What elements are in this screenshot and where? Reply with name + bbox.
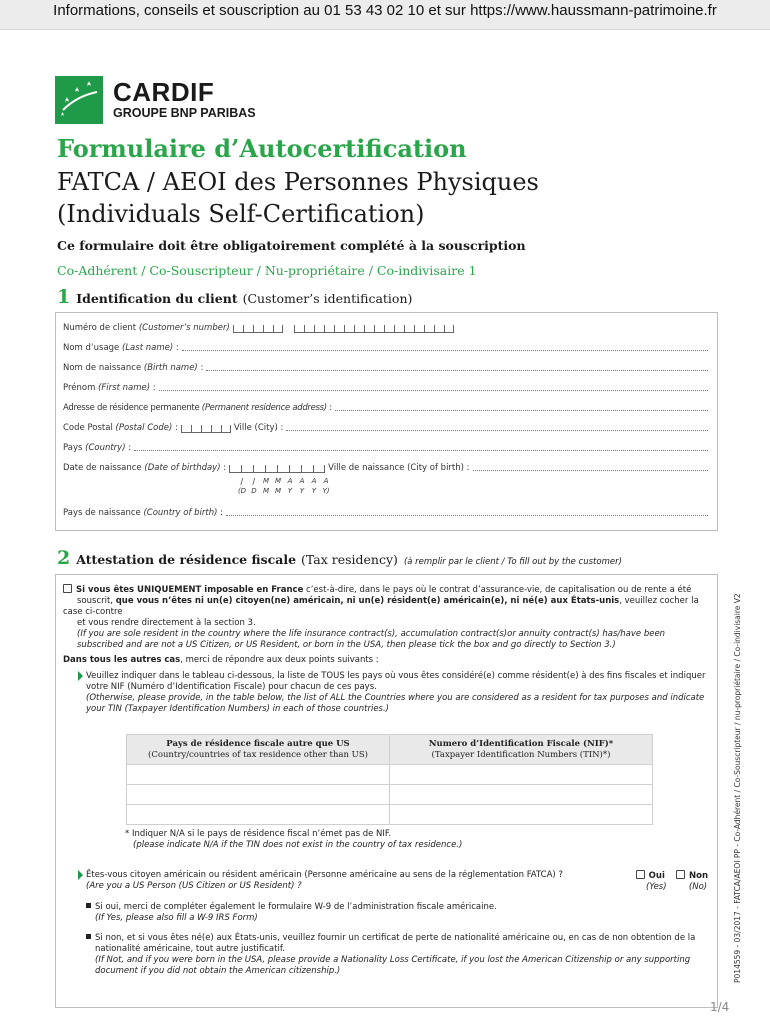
square-bullet-icon: [86, 934, 91, 939]
arrow-bullet-icon: [78, 870, 83, 880]
section-1-subtitle: (Customer’s identification): [242, 291, 413, 306]
cardif-logo: [55, 76, 256, 124]
top-banner: Informations, conseils et souscription au 01 53 43 02 10 et sur https://www.haussmann-patrimoine.fr: [0, 0, 770, 30]
country-cell[interactable]: [127, 765, 390, 785]
birth-country-field[interactable]: [226, 515, 708, 516]
tax-residence-table: [126, 734, 653, 825]
section-2-number: 2: [57, 547, 71, 569]
yes-checkbox[interactable]: [636, 870, 645, 879]
tax-countries-paragraph: Veuillez indiquer dans le tableau ci-dessous, la liste de TOUS les pays où vous êtes considéré(e) comme résident(e) à des fins fiscales et indiquer votre NIF (Numéro d’Identification Fiscale) pour chacun de ces pays. (Otherwise, please provide, in the table below, the list of ALL the Countries where you are considered as a resident for tax purposes and indicate your TIN (Taxpayer Identification Numbers) in each of those countries.): [86, 671, 706, 714]
section-2-header: [57, 547, 622, 569]
section-1-title: Identification du client: [76, 291, 238, 306]
tin-cell[interactable]: [390, 785, 653, 805]
arrow-bullet-icon: [78, 671, 83, 681]
client-number-field-a[interactable]: [233, 325, 283, 333]
yes-option[interactable]: Oui (Yes): [634, 870, 667, 893]
country-cell[interactable]: [127, 805, 390, 825]
last-name-field[interactable]: [182, 350, 708, 351]
client-number-field-b[interactable]: [294, 325, 454, 333]
no-checkbox[interactable]: [676, 870, 685, 879]
postal-code-field[interactable]: [181, 425, 231, 433]
birth-date-field[interactable]: [229, 465, 325, 473]
table-header-country: Pays de résidence fiscale autre que US (Country/countries of tax residence other than US): [127, 735, 390, 765]
mandatory-note: Ce formulaire doit être obligatoirement complété à la souscription: [57, 238, 526, 253]
date-format-hint: J J M M A A A A (D D M M Y Y Y Y): [237, 477, 330, 495]
section-2-note: (à remplir par le client / To fill out by the customer): [403, 557, 622, 567]
city-field[interactable]: [286, 430, 708, 431]
logo-brand: CARDIF: [113, 77, 215, 107]
birth-name-row: Nom de naissance (Birth name) :: [63, 363, 708, 373]
section-2-title: Attestation de résidence fiscale: [76, 552, 297, 567]
only-france-paragraph: Si vous êtes UNIQUEMENT imposable en France c’est-à-dire, dans le pays où le contrat d’assurance-vie, de capitalisation ou de rente a été souscrit, que vous n’êtes ni un(e) citoyen(ne) américain, ni un(e) résident(e) américain(e), ni né(e) aux États-unis, veuillez cocher la case ci-contre et vous rendre directement à la section 3. (If you are sole resident in the country where the life insurance contract(s), accumulation contract(s)or annuity contract(s) has/have been subscribed and are not a US Citizen, or US Resident, or born in the USA, then please tick the box and go directly to Section 3.): [63, 585, 699, 650]
other-cases-text: Dans tous les autres cas, merci de répondre aux deux points suivants :: [63, 655, 379, 665]
section-1-number: 1: [57, 286, 71, 308]
table-row: [127, 785, 653, 805]
square-bullet-icon: [86, 903, 91, 908]
section-2-subtitle: (Tax residency): [301, 552, 398, 567]
birth-city-field[interactable]: [473, 470, 708, 471]
page-number: 1/4: [710, 1000, 730, 1014]
form-subtitle: FATCA / AEOI des Personnes Physiques: [57, 168, 539, 196]
logo-stars-icon: [55, 76, 103, 124]
table-row: [127, 765, 653, 785]
tin-cell[interactable]: [390, 765, 653, 785]
country-field[interactable]: [134, 450, 708, 451]
us-person-question: Êtes-vous citoyen américain ou résident américain (Personne américaine au sens de la réglementation FATCA) ? (Are you a US Person (US Citizen or US Resident) ?: [86, 870, 563, 891]
if-born-us-note: Si non, et si vous êtes né(e) aux États-unis, veuillez fournir un certificat de perte de nationalité américaine ou, en cas de non obtention de la nationalité américaine, tout autre justificatif. (If Not, and if you were born in the USA, please provide a Nationality Loss Certificate, if you lost the American Citizenship or any supporting document if you did not obtain the American citizenship.): [86, 933, 711, 977]
client-number-row: Numéro de client (Customer’s number): [63, 323, 457, 333]
postal-city-row: Code Postal (Postal Code) : Ville (City) :: [63, 423, 708, 433]
table-header-tin: Numero d’Identification Fiscale (NIF)* (Taxpayer Identification Numbers (TIN)*): [390, 735, 653, 765]
na-footnote: * Indiquer N/A si le pays de résidence fiscal n’émet pas de NIF. (please indicate N/A if the TIN does not exist in the country of tax residence.): [125, 829, 463, 850]
section-1-header: [57, 286, 412, 308]
first-name-row: Prénom (First name) :: [63, 383, 708, 393]
if-yes-note: Si oui, merci de compléter également le formulaire W-9 de l’administration fiscale américaine. (If Yes, please also fill a W-9 IRS Form): [86, 902, 497, 924]
birth-name-field[interactable]: [206, 370, 708, 371]
form-reference: P014559 - 03/2017 - FATCA/AEOI PP - Co-Adhérent / Co-Souscripteur / nu-propriétaire / Co-indivisaire V2: [733, 593, 742, 983]
birth-country-row: Pays de naissance (Country of birth) :: [63, 508, 708, 518]
logo-subtitle: GROUPE BNP PARIBAS: [113, 106, 256, 120]
birth-date-row: Date de naissance (Date of birthday) : Ville de naissance (City of birth) :: [63, 463, 708, 473]
form-title: Formulaire d’Autocertification: [57, 134, 467, 163]
only-france-checkbox[interactable]: [63, 584, 72, 593]
first-name-field[interactable]: [159, 390, 708, 391]
table-row: [127, 805, 653, 825]
country-row: Pays (Country) :: [63, 443, 708, 453]
country-cell[interactable]: [127, 785, 390, 805]
last-name-row: Nom d’usage (Last name) :: [63, 343, 708, 353]
party-type: Co-Adhérent / Co-Souscripteur / Nu-propriétaire / Co-indivisaire 1: [57, 263, 477, 278]
no-option[interactable]: Non (No): [676, 870, 708, 893]
form-page: [0, 30, 770, 1024]
address-field[interactable]: [335, 410, 708, 411]
form-subtitle-en: (Individuals Self-Certification): [57, 200, 425, 228]
address-row: Adresse de résidence permanente (Permanent residence address) :: [63, 403, 708, 413]
tin-cell[interactable]: [390, 805, 653, 825]
